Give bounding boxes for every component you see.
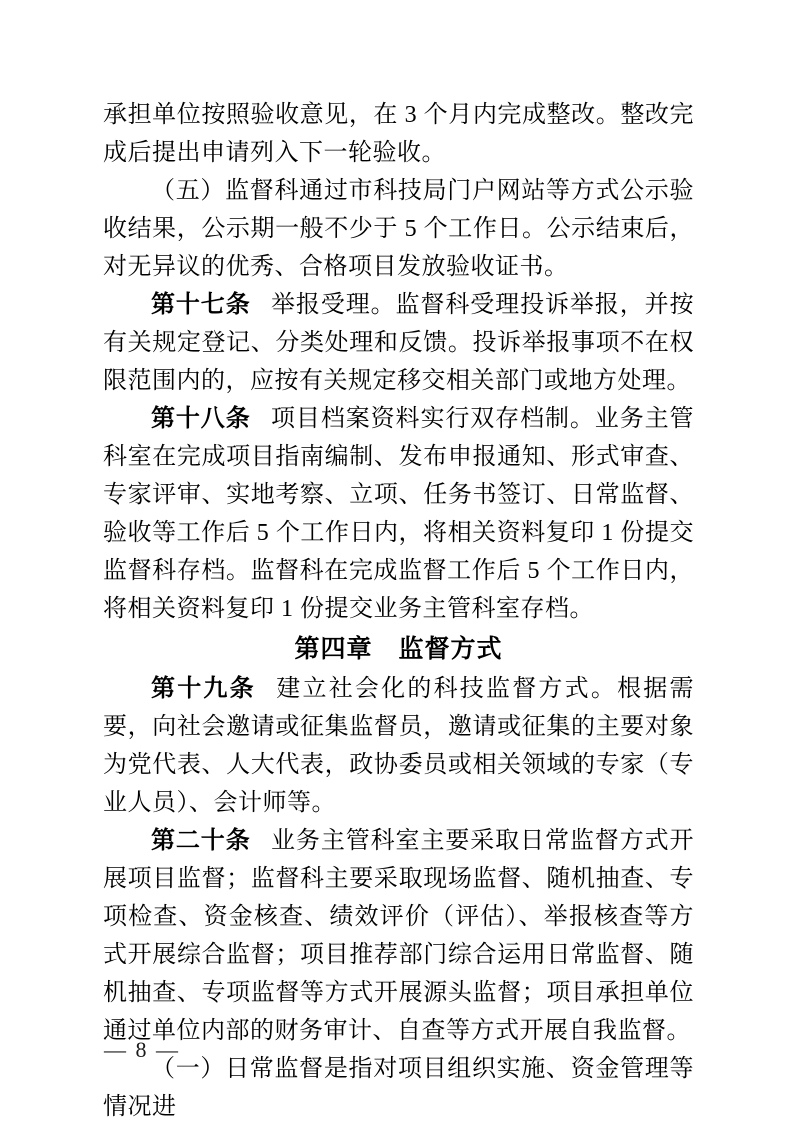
article-paragraph: [103, 286, 694, 400]
body-paragraph: [103, 172, 694, 286]
article-number-label: 第十九条: [151, 676, 256, 702]
paragraph-text: （五）监督科通过市科技局门户网站等方式公示验收结果，公示期一般不少于 5 个工作日。公示结束后，对无异议的优秀、合格项目发放验收证书。: [103, 178, 694, 280]
article-paragraph: [103, 670, 694, 822]
document-body: [103, 96, 694, 1126]
article-number-label: 第十八条: [151, 406, 251, 432]
paragraph-text: 承担单位按照验收意见，在 3 个月内完成整改。整改完成后提出申请列入下一轮验收。: [103, 102, 694, 166]
paragraph-text: 建立社会化的科技监督方式。根据需要，向社会邀请或征集监督员，邀请或征集的主要对象为党代表、人大代表，政协委员或相关领域的专家（专业人员）、会计师等。: [103, 676, 695, 816]
article-number-label: 第十七条: [151, 292, 251, 318]
paragraph-text: 举报受理。监督科受理投诉举报，并按有关规定登记、分类处理和反馈。投诉举报事项不在权限范围内的，应按有关规定移交相关部门或地方处理。: [103, 292, 695, 394]
body-paragraph: [103, 96, 694, 172]
article-paragraph: [103, 400, 694, 628]
paragraph-text: （一）日常监督是指对项目组织实施、资金管理等情况进: [103, 1056, 694, 1120]
article-number-label: 第二十条: [151, 828, 251, 854]
paragraph-text: 业务主管科室主要采取日常监督方式开展项目监督；监督科主要采取现场监督、随机抽查、专项检查、资金核查、绩效评价（评估）、举报核查等方式开展综合监督；项目推荐部门综合运用日常监督、随机抽查、专项监督等方式开展源头监督；项目承担单位通过单位内部的财务审计、自查等方式开展自我监督。: [103, 828, 695, 1044]
paragraph-text: 项目档案资料实行双存档制。业务主管科室在完成项目指南编制、发布申报通知、形式审查、专家评审、实地考察、立项、任务书签订、日常监督、验收等工作后 5 个工作日内，将相关资料复印 1 份提交监督科存档。监督科在完成监督工作后 5 个工作日内，将相关资料复印 1 份提交业务主管科室存档。: [103, 406, 695, 622]
chapter-heading: 第四章 监督方式: [294, 635, 503, 663]
article-paragraph: [103, 822, 694, 1050]
body-paragraph: [103, 1050, 694, 1126]
page-number: — 8 —: [104, 1037, 180, 1062]
